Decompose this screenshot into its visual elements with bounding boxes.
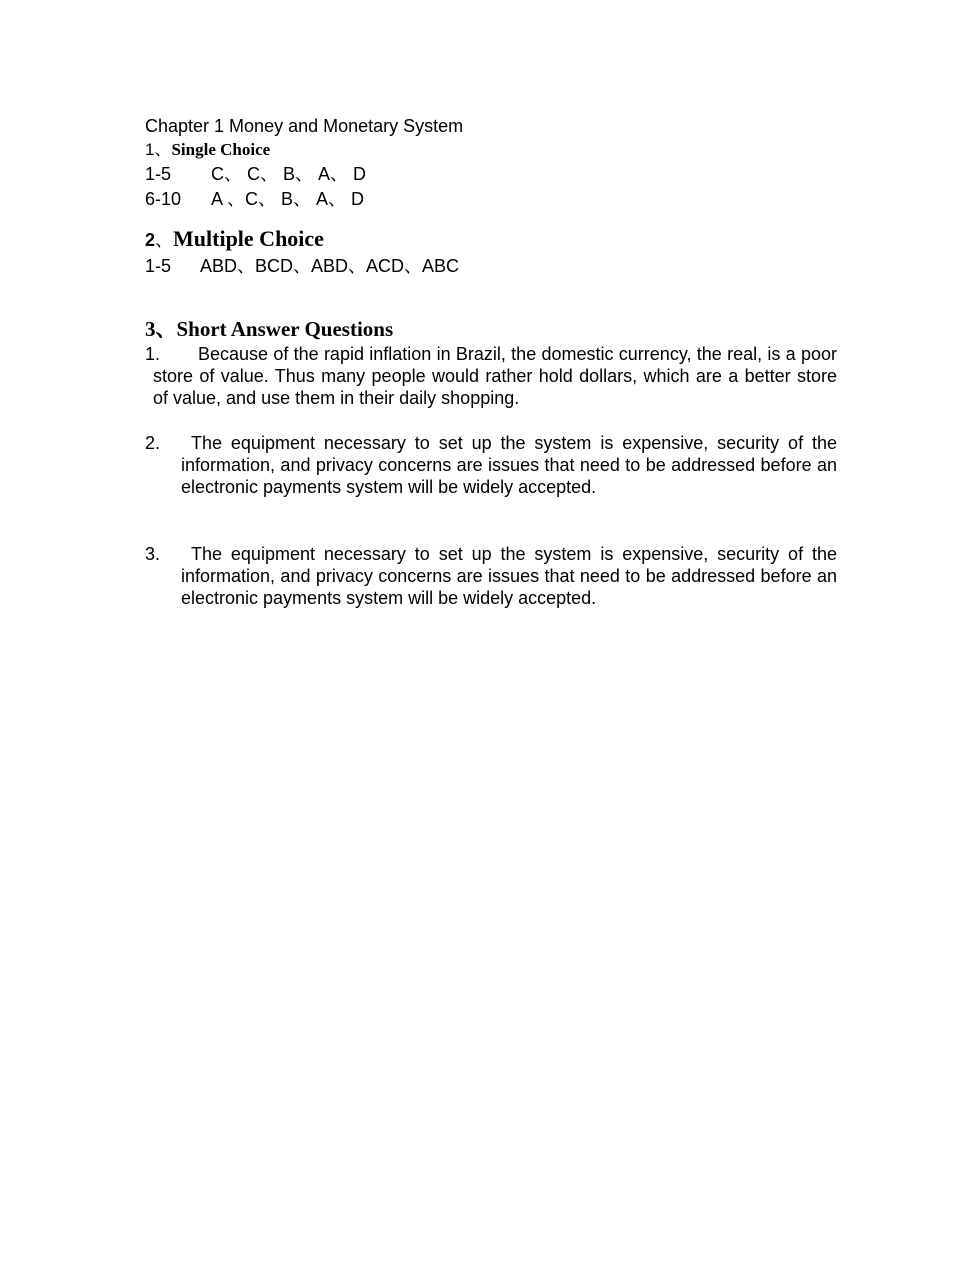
answer-list: ABD、BCD、ABD、ACD、ABC xyxy=(200,256,460,276)
section-number: 1、 xyxy=(145,140,172,159)
answer-list: C、 C、 B、 A、 D xyxy=(211,164,367,184)
question-range: 1-5 xyxy=(145,256,172,276)
item-number: 2. xyxy=(145,433,161,453)
section-number: 2 xyxy=(145,230,156,250)
answer-sheet xyxy=(145,115,837,609)
item-number: 3. xyxy=(145,544,161,564)
section-heading-multiple-choice xyxy=(145,225,837,254)
section-heading-single-choice xyxy=(145,138,837,162)
question-range: 1-5 xyxy=(145,164,172,184)
short-answer-item xyxy=(145,432,837,498)
answer-row xyxy=(145,254,837,279)
answer-row xyxy=(145,187,837,212)
short-answer-item xyxy=(145,543,837,609)
section-title: Multiple Choice xyxy=(173,226,324,251)
chapter-title: Chapter 1 Money and Monetary System xyxy=(145,116,464,136)
item-text: Because of the rapid inflation in Brazil, the domestic currency, the real, is a poor store of value. Thus many people would rather hold dollars, which are a better store of value, and use them in their daily shopping. xyxy=(153,344,837,408)
short-answer-item xyxy=(145,343,837,409)
section-title: Short Answer Questions xyxy=(176,317,394,341)
section-separator: 、 xyxy=(155,230,174,250)
question-range: 6-10 xyxy=(145,189,182,209)
section-heading-short-answer xyxy=(145,315,837,343)
item-text: The equipment necessary to set up the system is expensive, security of the information, and privacy concerns are issues that need to be addressed before an electronic payments system will be widely accepted. xyxy=(181,544,837,608)
section-title: Single Choice xyxy=(171,140,271,159)
answer-list: A 、C、 B、 A、 D xyxy=(211,189,365,209)
item-text: The equipment necessary to set up the system is expensive, security of the information, and privacy concerns are issues that need to be addressed before an electronic payments system will be widely accepted. xyxy=(181,433,837,497)
item-number: 1. xyxy=(145,344,161,364)
answer-row xyxy=(145,162,837,187)
section-number: 3、 xyxy=(145,317,177,341)
